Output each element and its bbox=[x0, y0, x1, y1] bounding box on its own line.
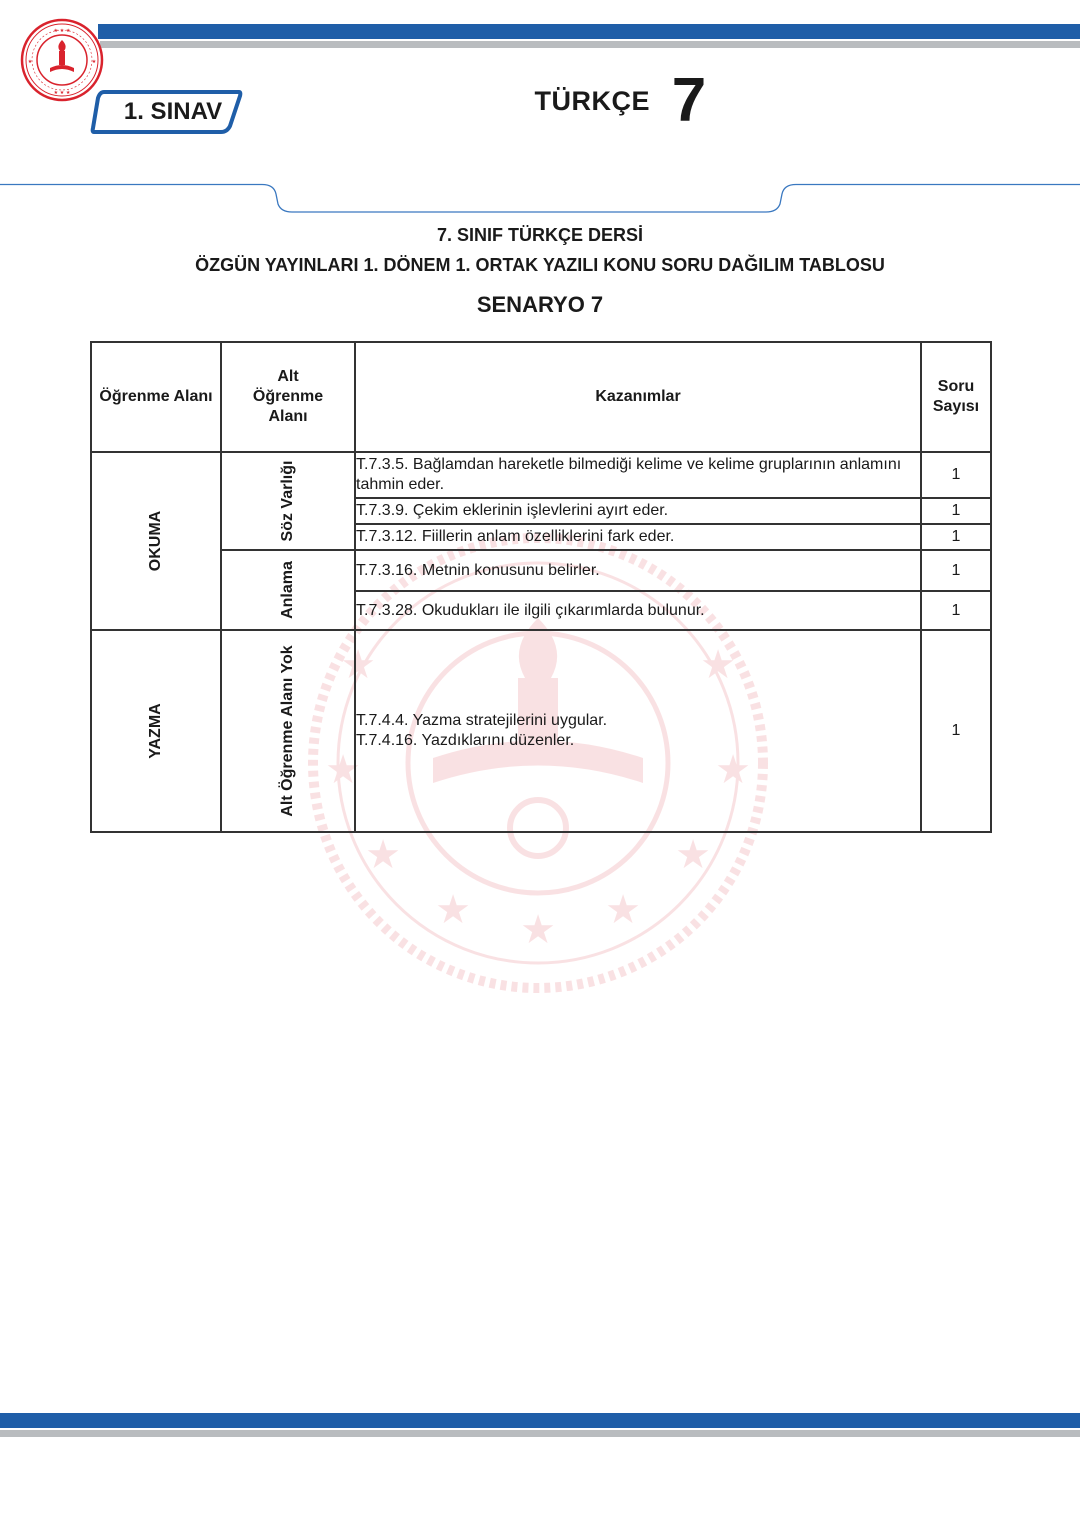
sub-area-soz-varligi-cell bbox=[221, 452, 355, 550]
header-area: Öğrenme Alanı bbox=[91, 342, 221, 452]
distribution-table bbox=[90, 341, 992, 833]
area-yazma-cell bbox=[91, 630, 221, 832]
svg-text:★: ★ bbox=[605, 887, 641, 933]
subject-title: TÜRKÇE bbox=[534, 86, 650, 116]
outcome-cell: T.7.3.12. Fiillerin anlam özelliklerini fark eder. bbox=[355, 524, 921, 550]
outcome-line: T.7.4.16. Yazdıklarını düzenler. bbox=[356, 732, 575, 749]
count-cell: 1 bbox=[921, 591, 991, 630]
header-count bbox=[921, 342, 991, 452]
count-cell: 1 bbox=[921, 498, 991, 524]
outcome-cell: T.7.3.16. Metnin konusunu belirler. bbox=[355, 550, 921, 591]
header-blue-bar bbox=[98, 24, 1080, 39]
table-title: ÖZGÜN YAYINLARI 1. DÖNEM 1. ORTAK YAZILI KONU SORU DAĞILIM TABLOSU bbox=[195, 255, 885, 275]
sub-area-none: Alt Öğrenme Alanı Yok bbox=[279, 645, 296, 817]
svg-text:★ ★ ★: ★ ★ ★ bbox=[53, 28, 71, 34]
course-title: 7. SINIF TÜRKÇE DERSİ bbox=[436, 225, 644, 245]
count-cell: 1 bbox=[921, 524, 991, 550]
sub-area-anlama-cell bbox=[221, 550, 355, 630]
sub-area-anlama: Anlama bbox=[279, 561, 296, 619]
header-outcomes: Kazanımlar bbox=[355, 342, 921, 452]
area-okuma: OKUMA bbox=[147, 510, 164, 572]
count-cell: 1 bbox=[921, 452, 991, 498]
area-yazma: YAZMA bbox=[147, 703, 164, 759]
header-sub-area-text: Alt Öğrenme Alanı bbox=[252, 368, 324, 425]
outcome-line: T.7.4.4. Yazma stratejilerini uygular. bbox=[356, 712, 608, 729]
svg-text:★: ★ bbox=[520, 907, 556, 953]
area-okuma-cell bbox=[91, 452, 221, 630]
outcome-cell bbox=[355, 630, 921, 832]
sub-area-none-cell bbox=[221, 630, 355, 832]
outcome-cell: T.7.3.28. Okudukları ile ilgili çıkarımlarda bulunur. bbox=[355, 591, 921, 630]
header-gray-bar bbox=[100, 41, 1080, 48]
svg-text:★ ★ ★: ★ ★ ★ bbox=[53, 90, 71, 96]
svg-text:★: ★ bbox=[700, 642, 736, 688]
outcome-cell: T.7.3.9. Çekim eklerinin işlevlerini ayırt eder. bbox=[355, 498, 921, 524]
svg-text:★: ★ bbox=[325, 747, 361, 793]
table-row bbox=[91, 630, 991, 832]
header-sub-area bbox=[221, 342, 355, 452]
outcome-cell: T.7.3.5. Bağlamdan hareketle bilmediği kelime ve kelime gruplarının anlamını tahmin eder. bbox=[355, 452, 921, 498]
header-divider bbox=[0, 180, 1080, 220]
exam-label: 1. SINAV bbox=[123, 98, 223, 125]
svg-text:★: ★ bbox=[91, 59, 97, 65]
table-header-row bbox=[91, 342, 991, 452]
svg-text:★: ★ bbox=[27, 59, 33, 65]
footer-gray-bar bbox=[0, 1430, 1080, 1437]
svg-text:★: ★ bbox=[675, 832, 711, 878]
svg-text:★: ★ bbox=[435, 887, 471, 933]
sub-area-soz-varligi: Söz Varlığı bbox=[279, 460, 296, 542]
svg-text:★: ★ bbox=[365, 832, 401, 878]
count-cell: 1 bbox=[921, 550, 991, 591]
grade-number: 7 bbox=[671, 66, 707, 135]
svg-text:★: ★ bbox=[340, 642, 376, 688]
count-cell: 1 bbox=[921, 630, 991, 832]
table-row bbox=[91, 452, 991, 498]
scenario-title: SENARYO 7 bbox=[476, 292, 604, 317]
table-row bbox=[91, 550, 991, 591]
header-count-text: Soru Sayısı bbox=[932, 378, 980, 415]
svg-text:★: ★ bbox=[715, 747, 751, 793]
footer-blue-bar bbox=[0, 1413, 1080, 1428]
